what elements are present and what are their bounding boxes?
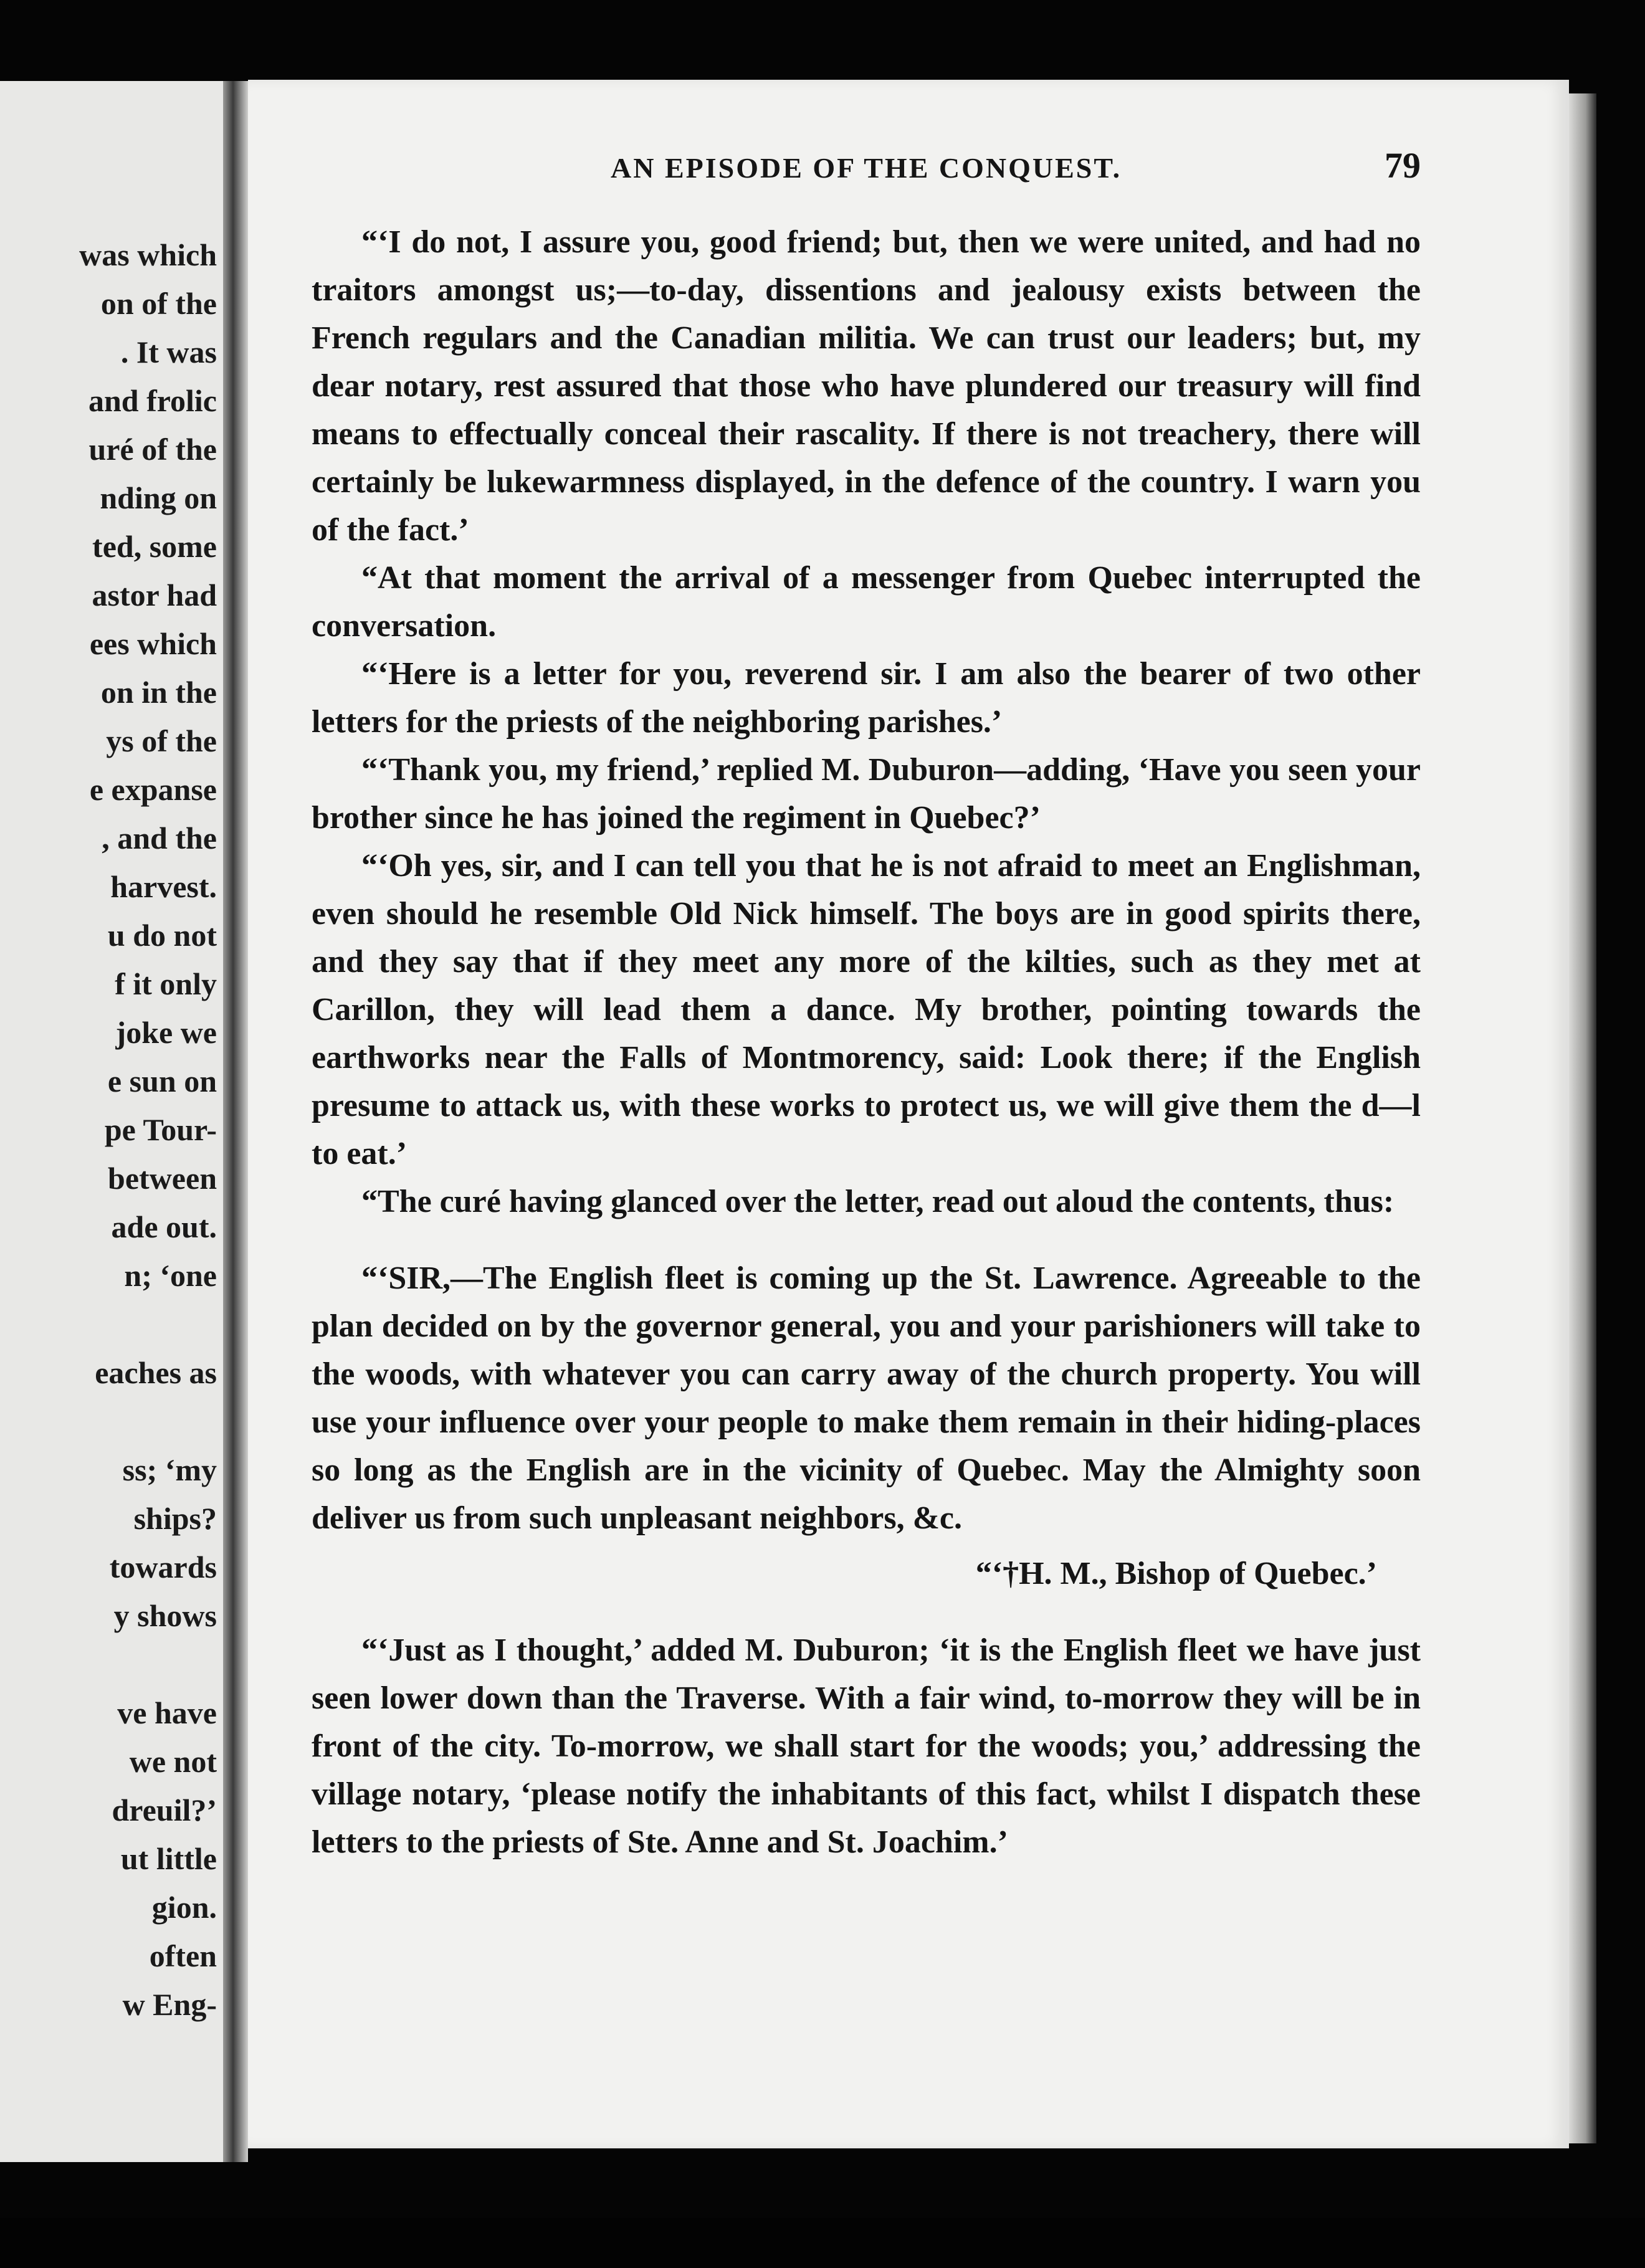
paragraph: “‘I do not, I assure you, good friend; but, then we were united, and had no traitors amongst us;—to-day, dissentions and jealousy exists between the French regulars and the Canadian militia. We can trust our leaders; but, my dear notary, rest assured that those who have plundered our treasury will find means to effectually conceal their rascality. If there is not treachery, there will certainly be lukewarmness displayed, in the defence of the country. I warn you of the fact.’: [312, 224, 1421, 548]
paragraph: “The curé having glanced over the letter, read out aloud the contents, thus:: [361, 1184, 1395, 1219]
left-page-line: . It was: [120, 335, 217, 369]
left-page-line: ss; ‘my: [122, 1452, 217, 1487]
left-page-line: nding on: [100, 480, 217, 515]
paragraph: “‘Just as I thought,’ added M. Duburon; ‘it is the English fleet we have just seen lower down than the Traverse. With a fair wind, to-morrow they will be in front of the city. To-morrow, we shall start for the woods; you,’ addressing the village notary, ‘please notify the inhabitants of this fact, whilst I dispatch these letters to the priests of Ste. Anne and St. Joachim.’: [312, 1632, 1421, 1860]
book-gutter: [223, 81, 248, 2162]
left-page-line: n; ‘one: [124, 1258, 217, 1293]
left-page-line: e expanse: [89, 772, 217, 807]
left-page-line: towards: [109, 1550, 217, 1584]
page-edge: [1569, 93, 1596, 2143]
left-page-line: y shows: [113, 1598, 217, 1633]
letter-paragraph: “‘SIR,—The English fleet is coming up the St. Lawrence. Agreeable to the plan decided on by the governor general, you and your parishioners will take to the woods, with whatever you can carry away of the church property. You will use your influence over your people to make them remain in their hiding-places so long as the English are in the vicinity of Quebec. May the Almighty soon deliver us from such unpleasant neighbors, &c.: [312, 1260, 1421, 1536]
running-head: [361, 145, 1421, 186]
left-page-line: [0, 1300, 217, 1348]
running-head-title: AN EPISODE OF THE CONQUEST.: [611, 152, 1122, 184]
paragraph: “‘Oh yes, sir, and I can tell you that he is not afraid to meet an Englishman, even should he resemble Old Nick himself. The boys are in good spirits there, and they say that if they meet any more of the kilties, such as they met at Carillon, they will lead them a dance. My brother, pointing towards the earthworks near the Falls of Montmorency, said: Look there; if the English presume to attack us, with these works to protect us, we will give them the d—l to eat.’: [312, 848, 1421, 1171]
left-page-text-column: [0, 231, 217, 2029]
page-number: 79: [1385, 145, 1421, 186]
left-page-line: ve have: [117, 1695, 217, 1730]
left-page-line: ys of the: [106, 723, 217, 758]
left-page-line: on of the: [100, 286, 217, 321]
left-page-line: f it only: [115, 966, 217, 1001]
left-page-line: harvest.: [110, 869, 217, 904]
left-page-line: , and the: [102, 821, 217, 855]
scan-bottom-border: [0, 2218, 1645, 2268]
left-page-line: uré of the: [88, 432, 217, 467]
left-page-line: between: [108, 1161, 217, 1196]
left-page-line: ees which: [89, 626, 217, 661]
left-page-line: on in the: [100, 675, 217, 710]
left-page-line: dreuil?’: [112, 1793, 217, 1827]
left-page-line: was which: [79, 237, 217, 272]
left-page-line: ut little: [120, 1841, 217, 1876]
left-page-line: e sun on: [107, 1064, 217, 1098]
left-page-line: [0, 1640, 217, 1689]
paragraph: “‘Thank you, my friend,’ replied M. Duburon—adding, ‘Have you seen your brother since he has joined the regiment in Quebec?’: [312, 752, 1421, 836]
left-page-line: often: [149, 1938, 217, 1973]
left-page-line: ships?: [133, 1501, 217, 1536]
paragraph: “‘Here is a letter for you, reverend sir. I am also the bearer of two other letters for the priests of the neighboring parishes.’: [312, 656, 1421, 740]
left-page-line: ted, some: [92, 529, 217, 564]
left-page-line: joke we: [115, 1015, 217, 1050]
left-page-line: w Eng-: [122, 1987, 217, 2022]
left-page-line: and frolic: [88, 383, 217, 418]
left-page-line: [0, 1397, 217, 1446]
left-page-line: pe Tour-: [104, 1112, 217, 1147]
left-page-line: ade out.: [111, 1209, 217, 1244]
left-page: [0, 81, 223, 2162]
left-page-line: eaches as: [95, 1355, 217, 1390]
left-page-line: gion.: [151, 1890, 217, 1925]
left-page-line: astor had: [92, 578, 217, 612]
letter-signature: “‘†H. M., Bishop of Quebec.’: [975, 1556, 1377, 1591]
left-page-line: we not: [129, 1744, 217, 1779]
paragraph: “At that moment the arrival of a messenger from Quebec interrupted the conversation.: [312, 560, 1421, 644]
left-page-line: u do not: [107, 918, 217, 953]
body-text: [312, 218, 1421, 1866]
